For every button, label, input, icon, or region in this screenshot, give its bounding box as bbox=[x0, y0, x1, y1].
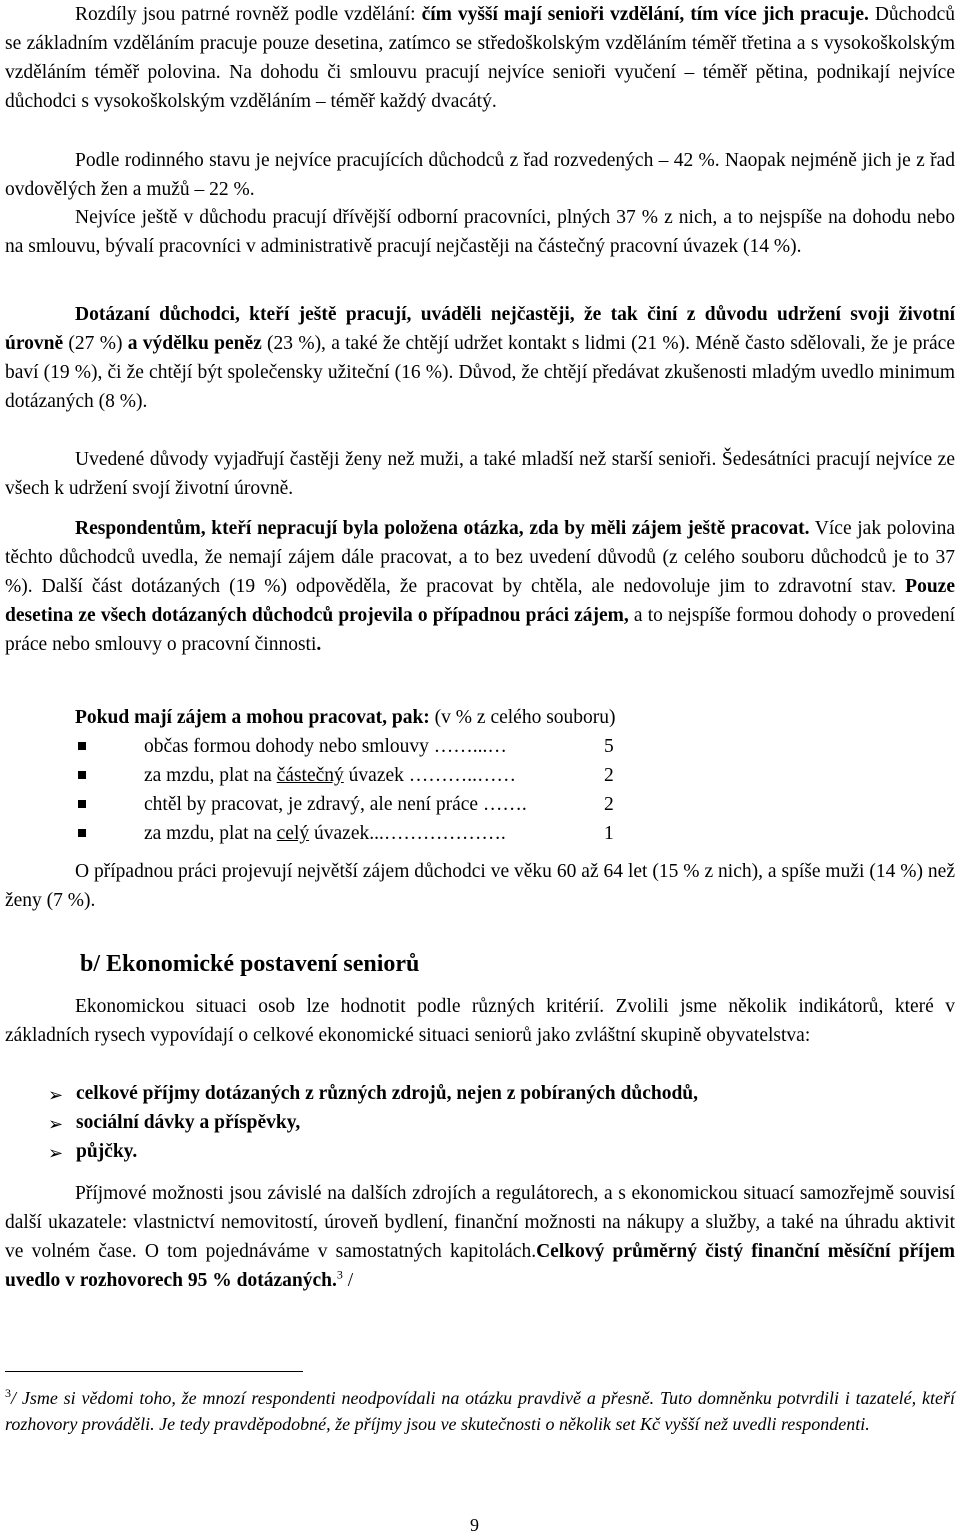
paragraph-non-working: Respondentům, kteří nepracují byla položena otázka, zda by měli zájem ještě pracovat. Více jak polovina těchto důchodců uvedla, že nemají zájem dále pracovat, a to bez uvedení důvodů (z celého souboru důchodců je to 37 %). Další část dotázaných (19 %) odpověděla, že pracovat by chtěla, ale nedovoluje jim to zdravotní stav. Pouze desetina ze všech dotázaných důchodců projevila o případnou práci zájem, a to nejspíše formou dohody o provedení práce nebo smlouvy o pracovní činnosti. bbox=[5, 518, 955, 655]
list-item-value: 2 bbox=[604, 765, 614, 786]
list-item: ➢ celkové příjmy dotázaných z různých zdrojů, nejen z pobíraných důchodů, bbox=[48, 1079, 948, 1108]
paragraph-reasons: Dotázaní důchodci, kteří ještě pracují, uváděli nejčastěji, že tak činí z důvodu udržení svoji životní úrovně (27 %) a výdělku peněz (23 %), a také že chtějí udržet kontakt s lidmi (21 %). Méně často sdělovali, že je práce baví (19 %), či že chtějí být společensky užiteční (16 %). Důvod, že chtějí předávat zkušenosti mladým uvedlo minimum dotázaných (8 %). bbox=[5, 304, 955, 412]
indicator-list bbox=[48, 1079, 948, 1166]
footnote: $^3$/ Jsme si vědomi toho, že mnozí respondenti neodpovídali na otázku pravdivě a přesně. Tuto domněnku potvrdili i tazatelé, kteří rozhovory prováděli. Je tedy pravděpodobné, že příjmy jsou ve skutečnosti o několik set Kč vyšší než uvedli respondenti. bbox=[5, 1386, 955, 1434]
paragraph-education: Rozdíly jsou patrné rovněž podle vzdělání: čím vyšší mají senioři vzdělání, tím více jich pracuje. Důchodců se základním vzděláním pracuje pouze desetina, zatímco se středoškolským vzděláním téměř třetina a s vysokoškolským vzděláním téměř polovina. Na dohodu či smlouvu pracují nejvíce senioři vyučení – téměř pětina, podnikají nejvíce důchodci s vysokoškolským vzděláním – téměř každý dvacátý. bbox=[5, 4, 955, 112]
paragraph-reasons-gender: Uvedené důvody vyjadřují častěji ženy než muži, a také mladší než starší senioři. Šedesátníci pracují nejvíce ze všech k udržení svojí životní úrovně. bbox=[5, 449, 955, 499]
arrow-bullet-icon: ➢ bbox=[48, 1085, 64, 1106]
square-bullet-icon bbox=[78, 829, 86, 837]
list-item: ➢ půjčky. bbox=[48, 1137, 948, 1166]
arrow-bullet-icon: ➢ bbox=[48, 1114, 64, 1135]
square-bullet-icon bbox=[78, 800, 86, 808]
paragraph-marital-status: Podle rodinného stavu je nejvíce pracujících důchodců z řad rozvedených – 42 %. Naopak nejméně jich je z řad ovdovělých žen a mužů – 22 %. bbox=[5, 150, 955, 200]
page-number: 9 bbox=[470, 1515, 479, 1535]
paragraph-profession: Nejvíce ještě v důchodu pracují dřívější odborní pracovníci, plných 37 % z nich, a to nejspíše na dohodu nebo na smlouvu, bývalí pracovníci v administrativě pracují nejčastěji na částečný pracovní úvazek (14 %). bbox=[5, 207, 955, 257]
arrow-bullet-icon: ➢ bbox=[48, 1143, 64, 1164]
paragraph-age-interest: O případnou práci projevují největší zájem důchodci ve věku 60 až 64 let (15 % z nich), a spíše muži (14 %) než ženy (7 %). bbox=[5, 861, 955, 911]
list-item: ➢ sociální dávky a příspěvky, bbox=[48, 1108, 948, 1137]
emphasis: čím vyšší mají senioři vzdělání, tím více jich pracuje. bbox=[421, 4, 869, 25]
list-item-value: 2 bbox=[604, 794, 614, 815]
footnote-divider bbox=[5, 1371, 303, 1372]
footnote-reference: 3 bbox=[336, 1267, 343, 1282]
footnote-mark: 3 bbox=[5, 1386, 11, 1400]
paragraph-economic-intro: Ekonomickou situaci osob lze hodnotit podle různých kritérií. Zvolili jsme několik indikátorů, které v základních rysech vypovídají o celkové ekonomické situaci seniorů jako zvláštní skupině obyvatelstva: bbox=[5, 996, 955, 1046]
list-item: chtěl by pracovat, je zdravý, ale není práce ……. 2 bbox=[72, 790, 772, 819]
section-heading: b/ Ekonomické postavení seniorů bbox=[80, 951, 420, 977]
list-item-value: 5 bbox=[604, 736, 614, 757]
paragraph-interest-intro: Pokud mají zájem a mohou pracovat, pak: (v % z celého souboru) bbox=[75, 707, 616, 728]
list-item-value: 1 bbox=[604, 823, 614, 844]
list-item: za mzdu, plat na částečný úvazek ………..…… 2 bbox=[72, 761, 772, 790]
list-item: občas formou dohody nebo smlouvy ……...… 5 bbox=[72, 732, 772, 761]
work-interest-list bbox=[72, 732, 772, 848]
paragraph-income: Příjmové možnosti jsou závislé na dalších zdrojích a regulátorech, a s ekonomickou situací samozřejmě souvisí další ukazatele: vlastnictví nemovitostí, úroveň bydlení, finanční možnosti na nákupy a služby, a také na úhradu aktivit ve volném čase. O tom pojednáváme v samostatných kapitolách.Celkový průměrný čistý finanční měsíční příjem uvedlo v rozhovorech 95 % dotázaných.$^3$ / bbox=[5, 1183, 955, 1291]
square-bullet-icon bbox=[78, 771, 86, 779]
square-bullet-icon bbox=[78, 742, 86, 750]
list-item: za mzdu, plat na celý úvazek...………………. 1 bbox=[72, 819, 772, 848]
